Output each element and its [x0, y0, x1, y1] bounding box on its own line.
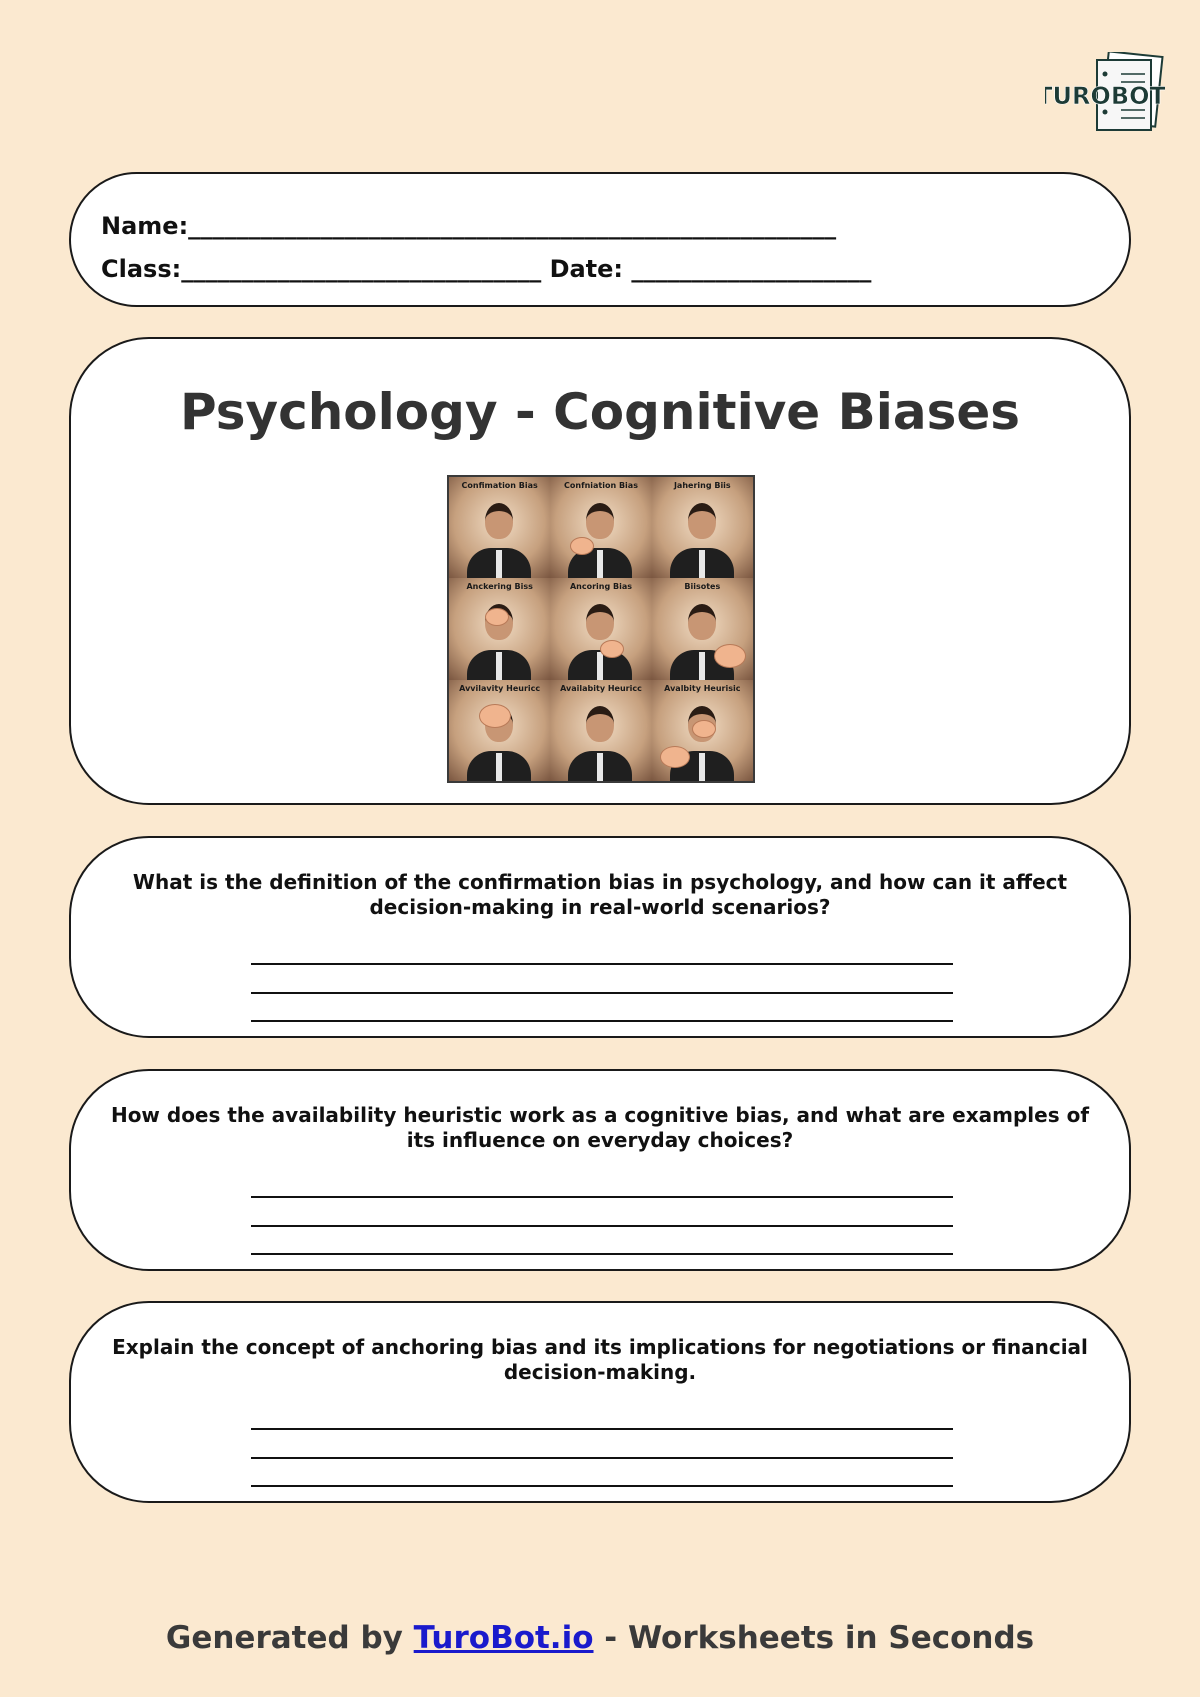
title-card	[69, 337, 1131, 805]
question-card	[69, 1301, 1131, 1503]
turobot-link[interactable]: TuroBot.io	[413, 1620, 594, 1656]
answer-line[interactable]	[251, 1196, 953, 1198]
answer-line[interactable]	[251, 1428, 953, 1430]
name-field[interactable]	[101, 212, 836, 240]
footer-prefix: Generated by	[165, 1620, 414, 1656]
answer-line[interactable]	[251, 1020, 953, 1022]
name-blank[interactable]: ______________________________________________________	[188, 212, 837, 240]
answer-line[interactable]	[251, 1225, 953, 1227]
illustration-panel	[449, 477, 550, 578]
turobot-logo	[1045, 52, 1165, 136]
answer-line[interactable]	[251, 1457, 953, 1459]
illustration-panel	[652, 578, 753, 679]
class-date-row	[101, 255, 871, 283]
panel-label: Avalbity Heurisic	[664, 683, 741, 693]
panel-label: Anckering Biss	[466, 582, 533, 592]
question-card	[69, 836, 1131, 1038]
illustration-panel	[550, 477, 651, 578]
illustration-panel	[449, 578, 550, 679]
illustration-panel	[550, 578, 651, 679]
illustration-panel	[652, 477, 753, 578]
panel-label: Confimation Bias	[461, 481, 538, 490]
illustration-panel	[550, 680, 651, 781]
answer-line[interactable]	[251, 963, 953, 965]
date-label: Date:	[549, 255, 624, 283]
class-label: Class:	[101, 255, 182, 283]
panel-label: Biisotes	[684, 582, 721, 592]
question-text: Explain the concept of anchoring bias and its implications for negotiations or financial decision-making.	[112, 1335, 1088, 1384]
date-blank[interactable]: ____________________	[631, 255, 872, 283]
answer-line[interactable]	[251, 992, 953, 994]
footer	[0, 1620, 1200, 1656]
answer-line[interactable]	[251, 1485, 953, 1487]
panel-label: Jahering Biis	[673, 481, 731, 490]
cognitive-biases-illustration	[447, 475, 755, 783]
panel-label: Ancoring Bias	[569, 582, 632, 592]
question-card	[69, 1069, 1131, 1271]
class-blank[interactable]: ______________________________	[181, 255, 542, 283]
panel-label: Confniation Bias	[564, 481, 638, 490]
footer-suffix: - Worksheets in Seconds	[593, 1620, 1035, 1656]
illustration-panel	[449, 680, 550, 781]
worksheet-title: Psychology - Cognitive Biases	[179, 383, 1021, 441]
panel-label: Avvilavity Heuricc	[459, 683, 541, 693]
name-label: Name:	[101, 212, 189, 240]
student-info-card	[69, 172, 1131, 307]
question-text: What is the definition of the confirmation bias in psychology, and how can it affect decision-making in real-world scenarios?	[132, 870, 1068, 919]
panel-label: Availabity Heuricc	[560, 683, 642, 693]
question-text: How does the availability heuristic work as a cognitive bias, and what are examples of its influence on everyday choices?	[110, 1103, 1090, 1152]
logo-text: TUROBOT	[1045, 82, 1165, 110]
answer-line[interactable]	[251, 1253, 953, 1255]
illustration-panel	[652, 680, 753, 781]
